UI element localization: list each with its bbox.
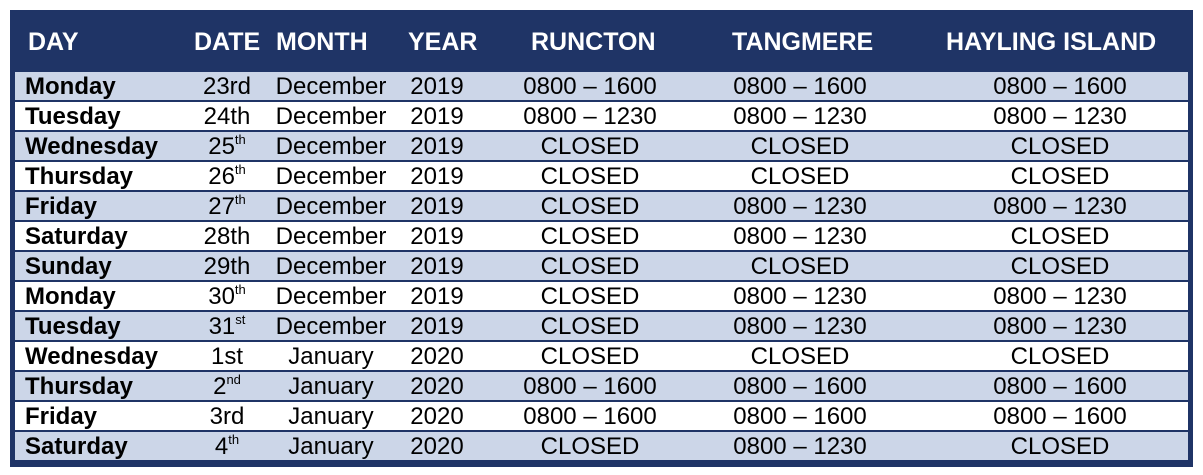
cell-date-suffix: th [234, 192, 246, 207]
cell-date [187, 282, 267, 310]
cell-date-suffix: nd [226, 372, 241, 387]
cell-date [187, 402, 267, 430]
cell-day: Monday [25, 283, 116, 310]
cell-date-number: 29 [203, 253, 231, 280]
cell-date-number: 30 [208, 283, 235, 310]
table-row [15, 252, 1188, 280]
cell-day: Wednesday [25, 343, 158, 370]
cell-runcton-hours: 0800 – 1600 [523, 403, 657, 430]
cell-runcton-hours: CLOSED [540, 163, 640, 190]
cell-month: January [288, 403, 374, 430]
cell-tangmere-hours: CLOSED [750, 253, 850, 280]
table-row [15, 432, 1188, 460]
cell-day: Tuesday [25, 313, 121, 340]
cell-year: 2019 [410, 163, 464, 190]
cell-date-suffix: th [230, 103, 251, 130]
cell-date [187, 192, 267, 220]
table-row [15, 102, 1188, 130]
table-row [15, 162, 1188, 190]
cell-tangmere-hours: 0800 – 1600 [733, 403, 867, 430]
cell-date [187, 372, 267, 400]
table-row [15, 372, 1188, 400]
cell-year: 2020 [410, 433, 464, 460]
cell-tangmere-hours: 0800 – 1600 [733, 73, 867, 100]
table-header [10, 10, 1193, 70]
cell-date-number: 26 [208, 163, 235, 190]
cell-tangmere-hours: 0800 – 1230 [733, 433, 867, 460]
cell-date [187, 312, 267, 340]
cell-month: December [275, 223, 387, 250]
cell-day: Thursday [25, 163, 134, 190]
cell-date-number: 2 [213, 373, 227, 400]
table-row [15, 72, 1188, 100]
table-row [15, 282, 1188, 310]
cell-date-suffix: rd [229, 73, 252, 100]
header-date: DATE [194, 28, 261, 56]
cell-month: December [275, 163, 387, 190]
cell-month: December [275, 103, 387, 130]
cell-hayling-island-hours: 0800 – 1600 [993, 403, 1127, 430]
cell-hayling-island-hours: 0800 – 1230 [993, 103, 1127, 130]
cell-hayling-island-hours: 0800 – 1230 [993, 193, 1127, 220]
cell-hayling-island-hours: CLOSED [1010, 223, 1110, 250]
cell-date [187, 72, 267, 100]
cell-runcton-hours: CLOSED [540, 253, 640, 280]
cell-date-suffix: th [234, 162, 246, 177]
cell-hayling-island-hours: 0800 – 1600 [993, 73, 1127, 100]
cell-month: January [288, 373, 374, 400]
cell-year: 2019 [410, 193, 464, 220]
cell-day: Friday [25, 193, 98, 220]
cell-date-number: 27 [208, 193, 235, 220]
table-row [15, 222, 1188, 250]
cell-tangmere-hours: 0800 – 1230 [733, 313, 867, 340]
header-year: YEAR [408, 28, 478, 56]
cell-year: 2020 [410, 403, 464, 430]
cell-tangmere-hours: 0800 – 1230 [733, 103, 867, 130]
cell-year: 2019 [410, 253, 464, 280]
cell-month: December [275, 313, 387, 340]
cell-runcton-hours: CLOSED [540, 313, 640, 340]
cell-runcton-hours: CLOSED [540, 133, 640, 160]
cell-tangmere-hours: 0800 – 1230 [733, 283, 867, 310]
header-hayling-island: HAYLING ISLAND [946, 28, 1157, 56]
cell-month: December [275, 253, 387, 280]
cell-runcton-hours: 0800 – 1230 [523, 103, 657, 130]
cell-year: 2019 [410, 223, 464, 250]
cell-hayling-island-hours: 0800 – 1600 [993, 373, 1127, 400]
table-row [15, 402, 1188, 430]
cell-date [187, 222, 267, 250]
table-row [15, 312, 1188, 340]
cell-date [187, 342, 267, 370]
cell-tangmere-hours: 0800 – 1600 [733, 373, 867, 400]
cell-date-suffix: th [234, 282, 246, 297]
cell-date [187, 252, 267, 280]
header-month: MONTH [276, 28, 368, 56]
cell-hayling-island-hours: CLOSED [1010, 433, 1110, 460]
cell-date-suffix: th [230, 223, 251, 250]
cell-date-number: 3 [209, 403, 223, 430]
cell-day: Friday [25, 403, 98, 430]
cell-month: January [288, 433, 374, 460]
cell-day: Tuesday [25, 103, 121, 130]
table-body [15, 72, 1188, 462]
cell-runcton-hours: CLOSED [540, 433, 640, 460]
cell-hayling-island-hours: 0800 – 1230 [993, 313, 1127, 340]
cell-date-number: 31 [208, 313, 236, 340]
cell-hayling-island-hours: CLOSED [1010, 163, 1110, 190]
header-tangmere: TANGMERE [732, 28, 874, 56]
cell-year: 2019 [410, 313, 464, 340]
cell-day: Saturday [25, 223, 128, 250]
cell-year: 2020 [410, 343, 464, 370]
cell-year: 2019 [410, 103, 464, 130]
header-runcton: RUNCTON [531, 28, 656, 56]
cell-hayling-island-hours: 0800 – 1230 [993, 283, 1127, 310]
cell-runcton-hours: CLOSED [540, 283, 640, 310]
cell-month: December [275, 193, 387, 220]
cell-month: December [275, 283, 387, 310]
cell-tangmere-hours: 0800 – 1230 [733, 223, 867, 250]
cell-hayling-island-hours: CLOSED [1010, 133, 1110, 160]
cell-runcton-hours: CLOSED [540, 343, 640, 370]
header-day: DAY [28, 28, 79, 56]
cell-runcton-hours: CLOSED [540, 193, 640, 220]
cell-date-suffix: st [224, 343, 244, 370]
cell-date-suffix: st [235, 312, 246, 327]
table-row [15, 342, 1188, 370]
opening-hours-table [10, 10, 1193, 467]
table-row [15, 192, 1188, 220]
cell-date-suffix: th [228, 432, 240, 447]
cell-hayling-island-hours: CLOSED [1010, 253, 1110, 280]
cell-date-number: 4 [214, 433, 229, 460]
cell-tangmere-hours: CLOSED [750, 343, 850, 370]
cell-month: December [275, 133, 387, 160]
cell-tangmere-hours: CLOSED [750, 133, 850, 160]
cell-date [187, 132, 267, 160]
cell-year: 2019 [410, 133, 464, 160]
cell-day: Monday [25, 73, 116, 100]
cell-tangmere-hours: 0800 – 1230 [733, 193, 867, 220]
cell-date-number: 1 [210, 343, 225, 370]
cell-day: Wednesday [25, 133, 158, 160]
cell-date-number: 28 [203, 223, 231, 250]
cell-date [187, 102, 267, 130]
cell-month: January [288, 343, 374, 370]
table-row [15, 132, 1188, 160]
cell-date-suffix: th [234, 132, 246, 147]
cell-date-suffix: th [230, 253, 251, 280]
cell-date [187, 432, 267, 460]
cell-day: Sunday [25, 253, 112, 280]
cell-year: 2019 [410, 283, 464, 310]
cell-date-number: 23 [202, 73, 230, 100]
cell-date-number: 25 [208, 133, 235, 160]
cell-month: December [275, 73, 387, 100]
cell-date-suffix: rd [223, 403, 245, 430]
cell-tangmere-hours: CLOSED [750, 163, 850, 190]
cell-day: Thursday [25, 373, 134, 400]
cell-runcton-hours: CLOSED [540, 223, 640, 250]
cell-year: 2020 [410, 373, 464, 400]
cell-day: Saturday [25, 433, 128, 460]
cell-date [187, 162, 267, 190]
cell-year: 2019 [410, 73, 464, 100]
cell-runcton-hours: 0800 – 1600 [523, 373, 657, 400]
cell-date-number: 24 [203, 103, 231, 130]
cell-runcton-hours: 0800 – 1600 [523, 73, 657, 100]
cell-hayling-island-hours: CLOSED [1010, 343, 1110, 370]
